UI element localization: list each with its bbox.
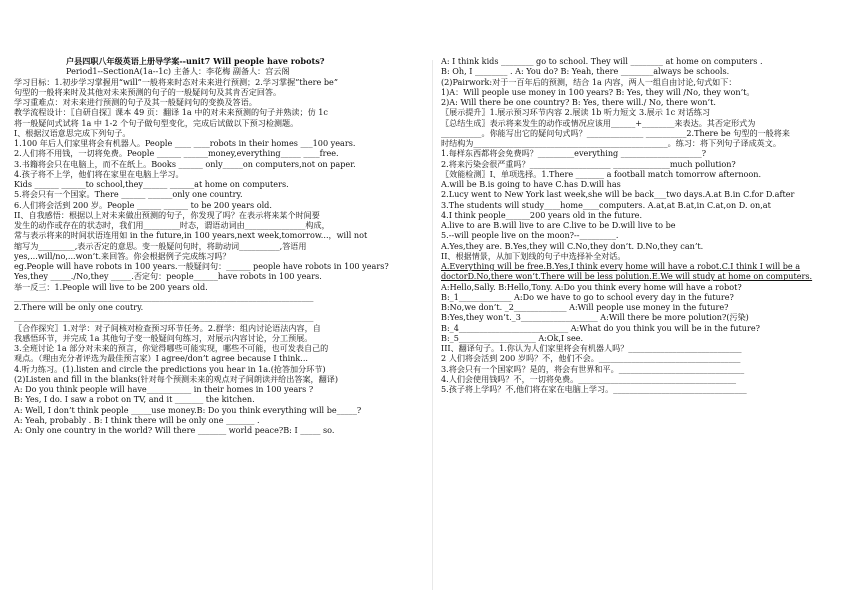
right-text-line: 2 人们将会活到 200 岁吗？不，他们不会。___________________________________ (441, 353, 741, 364)
right-text-line: A.Everything will be free.B.Yes,I think every home will have a robot.C.I think I will be a (441, 261, 801, 271)
right-text-line: B:Yes,they won’t._3___________________ A:Will there be more polution?(污染) (441, 312, 749, 323)
left-text-line: 将一般疑问式试将 1a 中 1-2 个句子做句型变化，完成后试做以下预习检测题。 (14, 117, 299, 128)
left-text-line: 4.听力练习。(1).listen and circle the predictions you hear in 1a.(抢答加分环节) (14, 363, 326, 374)
right-text-line: 1)A：Will people use money in 100 years? B: Yes, they will /No, they won’t。 (441, 86, 755, 97)
left-text-line: 发生的动作或存在的状态时，我们用_________时态，谓语动词由_______________构成， (14, 220, 330, 230)
right-text-line: A: I think kids ________ go to school. They will ________ at home on computers . (441, 56, 763, 66)
left-text-line: A: Only one country in the world? Will there _______ world peace?B: I _____ so. (14, 425, 335, 435)
left-text-line: A: Do you think people will have___________ in their homes in 100 years ? (14, 384, 314, 394)
left-text-line: 6.人们将会活到 200 岁。People ______ ______ to be 200 years old. (14, 199, 272, 210)
right-text-line: 2)A: Will there be one country? B: Yes, there will./ No, there won’t. (441, 97, 716, 107)
left-text-line: A: Yeah, probably . B: I think there will be only one _______ . (14, 414, 260, 425)
left-text-line: Period1--SectionA(1a--1c) 主备人：李花梅 副备人：宫云阁 (66, 66, 290, 77)
left-text-line: 4.孩子将不上学，他们将在家里在电脑上学习。 (14, 168, 184, 179)
left-text-line: 3.全班讨论 1a 部分对未来的预言，你觉得哪些可能实现，哪些不可能，也可发表自己的 (14, 343, 329, 353)
right-text-line: 2.将来污染会很严重吗？____________________ ______________much pollution? (441, 158, 736, 169)
right-text-line: __________。你能写出它的疑问句式吗？______________ __________2.There be 句型的一般将来 (441, 127, 790, 138)
right-text-line: 5.孩子将上学吗？不,他们将在家在电脑上学习。_________________________________ (441, 384, 747, 394)
left-text-line: eg.People will have robots in 100 years.一般疑问句：______ people have robots in 100 years? (14, 261, 389, 271)
left-text-line: 学习目标：1.初步学习掌握用“will”一般将来时态对未来进行预测；2.学习掌握”there be” (14, 76, 338, 87)
right-text-line: (2)Pairwork:对于一百年后的预测，结合 1a 内容，两人一组自由讨论,句式如下： (441, 76, 737, 87)
left-text-line: 缩写为_________,表示否定的意思。变一般疑问句时，将助动词__________,答语用 (14, 240, 307, 251)
right-text-line: B:No,we don’t. _2_____________ A:Will people use money in the future? (441, 302, 729, 312)
left-text-line: 2.There will be only one coutry. (14, 302, 144, 312)
left-text-line: __________________________________________________________________________ (14, 312, 314, 323)
left-text-line: 1.100 年后人们家里将会有机器人。People ____ ____robots in their homes ___100 years. (14, 138, 356, 148)
left-column (14, 56, 424, 435)
left-text-line: I、根据汉语意思完成下列句子。 (14, 127, 131, 138)
left-text-line: __________________________________________________________________________ (14, 291, 314, 302)
column-divider (432, 60, 433, 590)
right-text-line: 4.人们会使用钱吗？不，一切将免费。_______________________________________ (441, 373, 737, 384)
left-text-line: 户县四职八年级英语上册导学案--unit7 Will people have robots? (66, 56, 325, 66)
right-text-line: 〖展示提升〗1.展示预习环节内容 2.展读 1b 听力短文 3.展示 1c 对话练习 (441, 107, 711, 118)
left-text-line: B: Yes, I do. I saw a robot on TV, and it _______ the kitchen. (14, 394, 255, 405)
left-text-line: 3.书籍将会只在电脑上，而不在纸上。Books ______ only_____on computers,not on paper. (14, 158, 356, 169)
right-text-line: 〖效能检测〗I、单项选择。1.There _______ a football match tomorrow afternoon. (441, 168, 762, 179)
right-text-line: B:_1_____________ A:Do we have to go to school every day in the future? (441, 291, 734, 302)
right-text-line: doctorD.No,there won’t.There will be less polution.E.We will study at home on computers. (441, 271, 813, 282)
left-text-line: 常与表示将来的时间状语连用如 in the future,in 100 years,next week,tomorrow...，will not (14, 230, 368, 241)
right-text-line: B:_4___________________________ A:What do you think you will be in the future? (441, 322, 760, 333)
left-text-line: yes,...will/no,...won’t.来回答。你会根据例子完成练习吗？ (14, 250, 231, 261)
right-text-line: B:_5___________________ A:Ok,I see. (441, 332, 584, 343)
right-text-line: A.Yes,they are. B.Yes,they will C.No,they don’t. D.No,they can’t. (441, 240, 704, 251)
left-text-line: 学习重难点：对未来进行预测的句子及其一般疑问句的变换及答语。 (14, 97, 257, 107)
left-text-line: Kids ______ ______to school,they______ ______at home on computers. (14, 179, 289, 189)
left-text-line: II、自我感悟：根据以上对未来做出预测的句子，你发现了吗？在表示将来某个时间要 (14, 209, 320, 220)
right-text-line: II、根据情景，从加下划线的句子中选择补全对话。 (441, 250, 626, 261)
left-text-line: 举一反三：1.People will live to be 200 years old. (14, 281, 208, 292)
left-text-line: 我感悟环节，并完成 1a 其他句子变一般疑问句练习，对展示内容讨论，分工预展。 (14, 332, 313, 343)
left-text-line: 观点。（理由充分者评选为最佳预言家）I agree/don’t agree because I think... (14, 353, 309, 364)
right-text-line: 2.Lucy went to New York last week,she will be back___two days.A.at B.in C.for D.after (441, 189, 795, 200)
left-text-line: (2)Listen and fill in the blanks(针对每个预测未来的观点对子间朗读并给出答案，翻译) (14, 373, 338, 384)
right-text-line: B: Oh, I ________ . A: You do? B: Yeah, there ________always be schools. (441, 66, 730, 77)
right-column (441, 56, 851, 394)
left-text-line: 2.人们将不用钱，一切将免费。People ______ ______money,everything_____ ____free. (14, 148, 339, 159)
right-text-line: 时结构为________________________________________________。练习：将下列句子译成英文。 (441, 138, 781, 148)
left-text-line: A: Well, I don’t think people _____use money.B: Do you think everything will be_____? (14, 404, 362, 415)
left-text-line: 〖合作探究〗1.对学：对子间核对检查预习环节任务。2.群学：组内讨论语法内容，自 (14, 322, 321, 333)
right-text-line: 4.I think people______200 years old in the future. (441, 209, 643, 220)
right-text-line: 3.The students will study____home____computers. A.at,at B.at,in C.at,on D. on,at (441, 199, 771, 210)
right-text-line: 5.--will people live on the moon?--_________. (441, 230, 619, 241)
right-text-line: A.will be B.is going to have C.has D.will has (441, 179, 621, 189)
left-text-line: 句型的一般将来时及其他对未来预测的句子的一般疑问句及其肯否定回答。 (14, 86, 282, 97)
right-text-line: 3.将会只有一个国家吗？是的，将会有世界和平。_______________________________ (441, 363, 745, 374)
right-text-line: III、翻译句子。1.你认为人们家里将会有机器人吗？____________________________ (441, 343, 742, 353)
right-text-line: 1.每样东西都将会免费吗？_________everything ____________________? (441, 148, 707, 159)
left-text-line: Yes,they _____./No,they _____.否定句：people______have robots in 100 years. (14, 271, 322, 282)
right-text-line: A:Hello,Sally. B:Hello,Tony. A:Do you think every home will have a robot? (441, 281, 742, 292)
left-text-line: 5.将会只有一个国家。There ______ ______only one country. (14, 189, 243, 200)
left-text-line: 教学流程设计：〖自研自探〗课本 49 页：翻译 1a 中的对未来预测的句子并熟读；仿 1c (14, 107, 328, 118)
right-text-line: A.live to are B.will live to are C.live to be D.will live to be (441, 220, 676, 230)
right-text-line: 〖总结生成〗表示将来发生的动作或情况应该用______+________来表达。其否定形式为 (441, 117, 756, 128)
